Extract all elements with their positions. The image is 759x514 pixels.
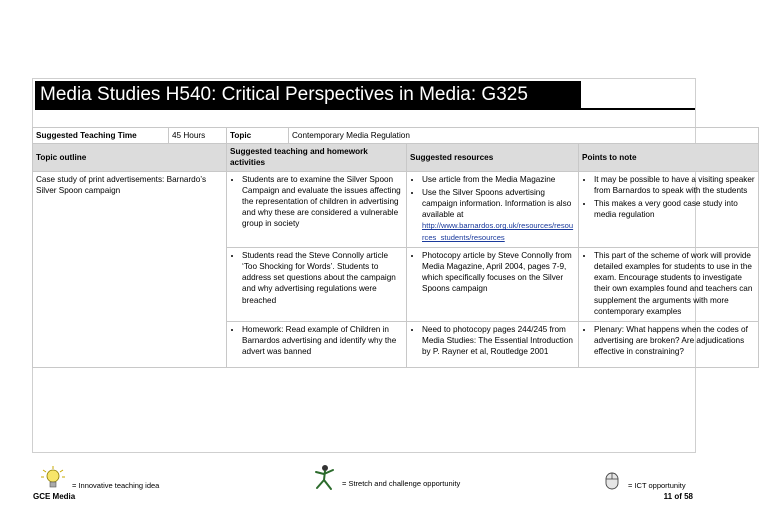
col-points-to-note: Points to note [579, 144, 759, 171]
meta-row [33, 128, 759, 144]
resources-cell [407, 322, 579, 368]
topic-value: Contemporary Media Regulation [289, 128, 759, 144]
list-item: • Students are to examine the Silver Spoon Campaign and evaluate the issues affecting the representation of children in advertising and why these are considered a vulnerable group in society [242, 174, 403, 230]
teaching-cell [227, 171, 407, 247]
page-title: Media Studies H540: Critical Perspectives in Media: G325 [40, 84, 528, 105]
list-item: • Plenary: What happens when the codes of advertising are broken? Are adjudications effective in constraining? [594, 324, 755, 358]
page-footer [32, 466, 696, 506]
column-header-row [33, 144, 759, 171]
innovative-legend: = Innovative teaching idea [72, 481, 160, 490]
list-item: • Homework: Read example of Children in Barnardos advertising and identify why the advert was banned [242, 324, 403, 358]
teaching-hours: 45 Hours [169, 128, 227, 144]
list-item: • Need to photocopy pages 244/245 from Media Studies: The Essential Introduction by P. Rayner et al, Routledge 2001 [422, 324, 575, 358]
resource-text: Use the Silver Spoons advertising campaign information. Information is also available at [422, 187, 572, 220]
topic-label: Topic [227, 128, 289, 144]
col-teaching-activities: Suggested teaching and homework activities [227, 144, 407, 171]
list-item: • Use article from the Media Magazine [422, 174, 575, 185]
resources-cell [407, 247, 579, 321]
col-suggested-resources: Suggested resources [407, 144, 579, 171]
suggested-time-label: Suggested Teaching Time [33, 128, 169, 144]
stretch-legend: = Stretch and challenge opportunity [342, 479, 461, 488]
list-item: • Photocopy article by Steve Connolly from Media Magazine, April 2004, pages 7-9, which specifically focuses on the Silver Spoons campaign [422, 250, 575, 295]
list-item [422, 187, 575, 243]
col-topic-outline: Topic outline [33, 144, 227, 171]
topic-outline-cell: Case study of print advertisements: Barnardo’s Silver Spoon campaign [33, 171, 227, 367]
scheme-of-work-table [32, 127, 759, 368]
barnardos-link[interactable]: http://www.barnardos.org.uk/resources/resources_students/resources [422, 221, 574, 242]
computer-mouse-icon [604, 472, 620, 492]
points-cell [579, 247, 759, 321]
title-banner [35, 81, 581, 110]
resources-cell [407, 171, 579, 247]
list-item: • Students read the Steve Connolly article ‘Too Shocking for Words’. Students to address set questions about the campaign and why advertising regulations were breached [242, 250, 403, 306]
teaching-cell [227, 322, 407, 368]
lightbulb-icon [40, 466, 66, 492]
list-item: • This makes a very good case study into media regulation [594, 198, 755, 220]
teaching-cell [227, 247, 407, 321]
stretching-figure-icon [312, 464, 336, 494]
points-cell [579, 322, 759, 368]
ict-legend: = ICT opportunity [628, 481, 686, 490]
title-rule [581, 108, 695, 110]
course-name: GCE Media [33, 492, 76, 501]
points-cell [579, 171, 759, 247]
page-number: 11 of 58 [663, 492, 693, 501]
list-item: • This part of the scheme of work will provide detailed examples for students to use in the exam. Encourage students to investigate their own examples found and teachers can supplement the arguments with more contemporary examples [594, 250, 755, 317]
table-row [33, 171, 759, 247]
list-item: • It may be possible to have a visiting speaker from Barnardos to speak with the students [594, 174, 755, 196]
